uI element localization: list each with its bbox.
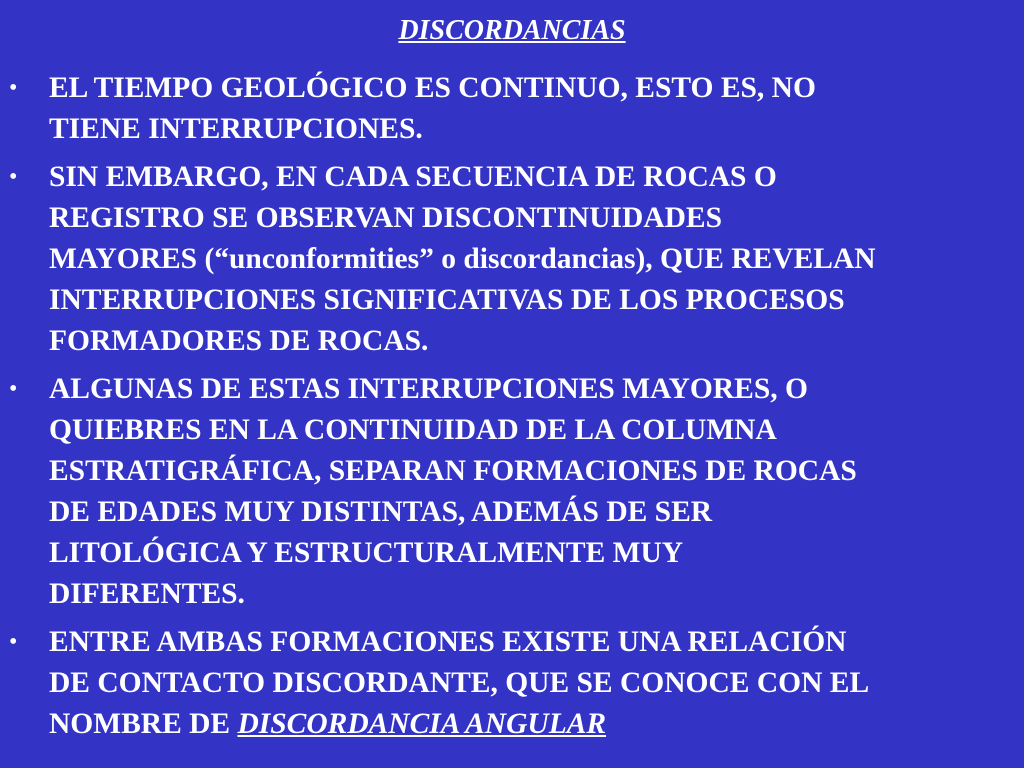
bullet-line: FORMADORES DE ROCAS.	[49, 325, 429, 357]
bullet-line: ENTRE AMBAS FORMACIONES EXISTE UNA RELACIÓN	[49, 626, 847, 658]
bullet-line: EL TIEMPO GEOLÓGICO ES CONTINUO, ESTO ES, NO	[49, 72, 816, 104]
bullet-line: DIFERENTES.	[49, 578, 245, 610]
bullet-line-prefix: NOMBRE DE	[49, 708, 238, 740]
bullet-line: DE EDADES MUY DISTINTAS, ADEMÁS DE SER	[49, 496, 713, 528]
bullet-last-line	[49, 704, 1014, 745]
bullet-line: TIENE INTERRUPCIONES.	[49, 113, 423, 145]
bullet-line: LITOLÓGICA Y ESTRUCTURALMENTE MUY	[49, 537, 684, 569]
bullet-line: ESTRATIGRÁFICA, SEPARAN FORMACIONES DE ROCAS	[49, 455, 857, 487]
slide-title: DISCORDANCIAS	[398, 15, 626, 46]
bullet-line: REGISTRO SE OBSERVAN DISCONTINUIDADES	[49, 202, 723, 234]
bullet-line: QUIEBRES EN LA CONTINUIDAD DE LA COLUMNA	[49, 414, 777, 446]
bullet-list	[0, 68, 1024, 752]
bullet-line: MAYORES (“unconformities” o discordancias), QUE REVELAN	[49, 243, 876, 275]
bullet-icon: •	[9, 164, 18, 190]
bullet-line: ALGUNAS DE ESTAS INTERRUPCIONES MAYORES, O	[49, 373, 808, 405]
bullet-line: INTERRUPCIONES SIGNIFICATIVAS DE LOS PROCESOS	[49, 284, 845, 316]
emphasized-term: DISCORDANCIA ANGULAR	[237, 708, 607, 740]
bullet-icon: •	[9, 75, 18, 101]
bullet-item-1	[0, 68, 1014, 150]
bullet-line: DE CONTACTO DISCORDANTE, QUE SE CONOCE CON EL	[49, 667, 870, 699]
bullet-item-4	[0, 622, 1014, 745]
bullet-item-3	[0, 369, 1014, 615]
bullet-item-2	[0, 157, 1014, 362]
bullet-icon: •	[9, 629, 18, 655]
bullet-line: SIN EMBARGO, EN CADA SECUENCIA DE ROCAS O	[49, 161, 777, 193]
bullet-icon: •	[9, 376, 18, 402]
